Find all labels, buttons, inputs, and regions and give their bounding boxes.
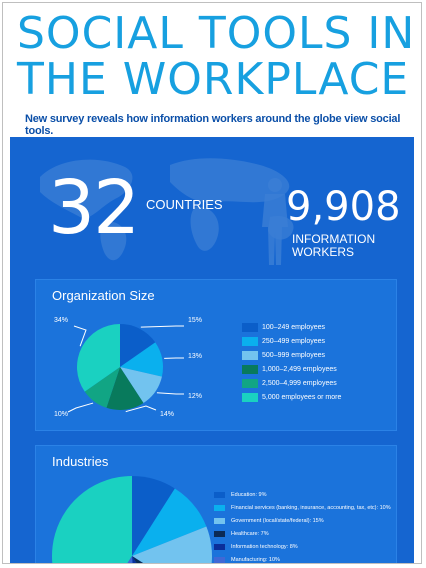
industries-pie-chart	[36, 446, 211, 564]
legend-item	[214, 501, 391, 514]
legend-item	[242, 390, 341, 404]
legend-swatch	[214, 531, 225, 537]
legend-item	[214, 540, 391, 553]
organization-size-panel	[35, 279, 397, 431]
legend-label: 250–499 employees	[262, 337, 326, 345]
legend-label: 500–999 employees	[262, 351, 326, 359]
legend-item	[214, 527, 391, 540]
legend-swatch	[242, 379, 258, 388]
pie-slice	[52, 476, 132, 564]
slice-leader-line	[68, 403, 93, 412]
legend-label: Healthcare: 7%	[231, 530, 269, 537]
legend-label: 1,000–2,499 employees	[262, 365, 337, 373]
legend-label: Government (local/state/federal): 15%	[231, 517, 324, 524]
slice-leader-line	[141, 326, 184, 327]
industries-legend	[214, 488, 391, 564]
countries-label: COUNTRIES	[146, 197, 223, 212]
legend-item	[242, 362, 341, 376]
legend-label: Manufacturing: 10%	[231, 556, 280, 563]
organization-size-title: Organization Size	[52, 288, 155, 303]
slice-label: 13%	[188, 353, 203, 360]
legend-swatch	[242, 337, 258, 346]
infographic	[2, 2, 422, 564]
slice-label: 14%	[160, 411, 175, 418]
organization-size-pie-chart	[36, 280, 236, 430]
legend-swatch	[214, 492, 225, 498]
workers-label: INFORMATION WORKERS	[292, 232, 376, 259]
slice-leader-line	[157, 393, 184, 394]
legend-item	[242, 320, 341, 334]
legend-swatch	[214, 518, 225, 524]
slice-label: 10%	[54, 411, 69, 418]
legend-label: Education: 9%	[231, 491, 267, 498]
industries-panel	[35, 445, 397, 564]
legend-item	[214, 553, 391, 564]
legend-swatch	[242, 351, 258, 360]
slice-leader-line	[74, 326, 86, 346]
legend-swatch	[242, 365, 258, 374]
legend-swatch	[242, 393, 258, 402]
slice-label: 34%	[54, 317, 69, 324]
legend-label: Information technology: 8%	[231, 543, 298, 550]
slice-label: 15%	[188, 317, 203, 324]
legend-swatch	[242, 323, 258, 332]
content-area	[10, 137, 414, 564]
legend-label: 5,000 employees or more	[262, 393, 342, 401]
legend-item	[242, 334, 341, 348]
legend-swatch	[214, 557, 225, 563]
legend-item	[214, 488, 391, 501]
industries-title: Industries	[52, 454, 109, 469]
legend-swatch	[214, 544, 225, 550]
page-subtitle: New survey reveals how information workers around the globe view social tools.	[25, 113, 401, 137]
countries-count: 32	[48, 165, 139, 251]
legend-item	[242, 348, 341, 362]
legend-swatch	[214, 505, 225, 511]
workers-count: 9,908	[286, 184, 401, 230]
legend-label: 100–249 employees	[262, 323, 326, 331]
legend-item	[214, 514, 391, 527]
organization-size-legend	[242, 320, 341, 404]
slice-label: 12%	[188, 393, 203, 400]
legend-label: Financial services (banking, insurance, accounting, tax, etc): 10%	[231, 504, 391, 511]
legend-label: 2,500–4,999 employees	[262, 379, 337, 387]
legend-item	[242, 376, 341, 390]
page-title: SOCIAL TOOLS IN THE WORKPLACE	[17, 8, 416, 105]
